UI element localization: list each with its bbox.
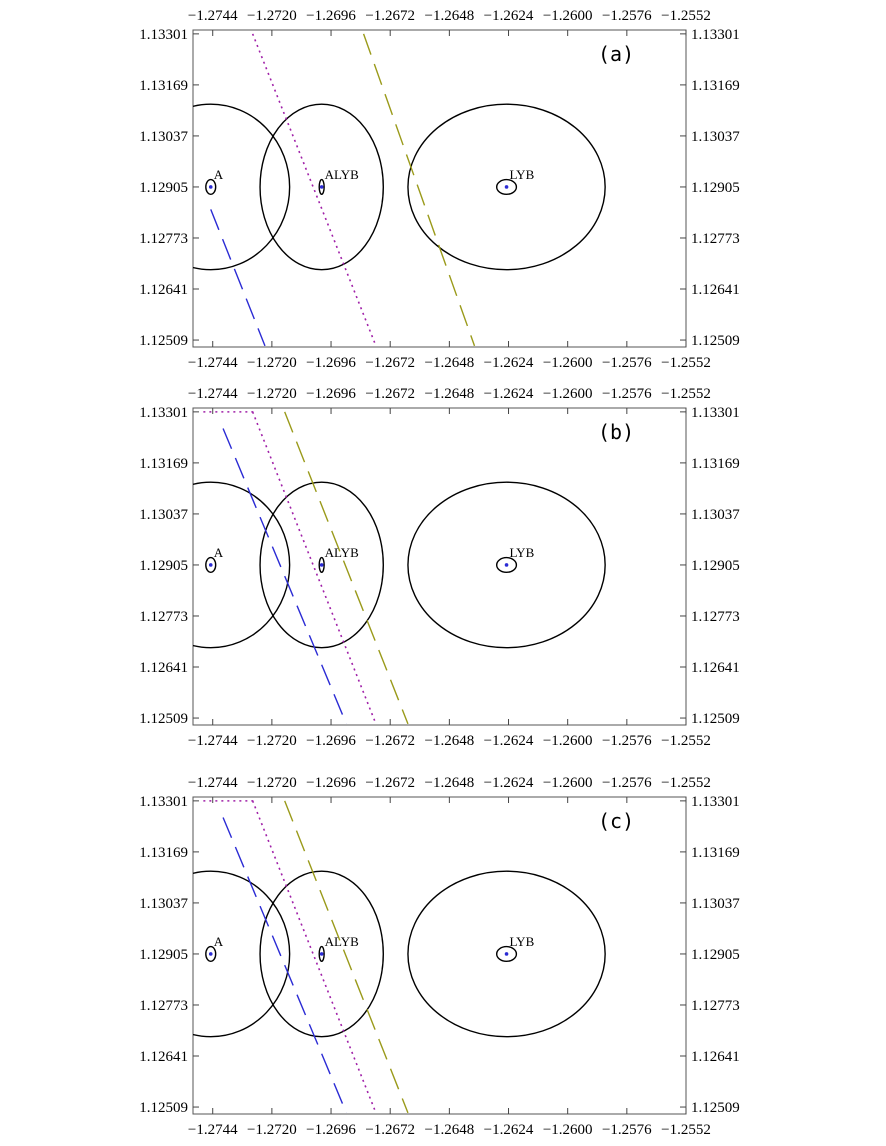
x-tick-label-bottom: −1.2672 [365, 355, 416, 371]
x-tick-label-top: −1.2744 [187, 775, 238, 791]
series-line-dotted-magenta [253, 412, 376, 724]
x-tick-label-bottom: −1.2744 [187, 733, 238, 749]
y-tick-label-right: 1.12641 [691, 660, 740, 677]
y-tick-label-right: 1.13037 [691, 506, 740, 523]
x-tick-label-bottom: −1.2720 [247, 1122, 297, 1138]
y-tick-label-right: 1.12773 [691, 608, 740, 625]
x-tick-label-top: −1.2624 [483, 386, 534, 402]
y-tick-label-right: 1.13169 [691, 844, 740, 861]
panel-label: (a) [598, 42, 635, 66]
series-line-dashed-blue [223, 428, 346, 723]
y-tick-label-left: 1.13169 [139, 844, 188, 861]
x-tick-label-top: −1.2648 [424, 8, 475, 24]
y-tick-label-left: 1.13301 [139, 793, 188, 810]
series-line-dotted-magenta [253, 34, 376, 346]
point-marker [209, 563, 213, 567]
point-label: ALYB [324, 933, 359, 949]
y-tick-label-right: 1.13301 [691, 793, 740, 810]
y-tick-label-right: 1.13301 [691, 26, 740, 43]
plot-frame [193, 408, 686, 725]
plot-frame [193, 797, 686, 1114]
y-tick-label-right: 1.12905 [691, 557, 740, 574]
x-tick-label-bottom: −1.2720 [247, 733, 297, 749]
x-tick-label-bottom: −1.2600 [542, 355, 593, 371]
x-tick-label-top: −1.2672 [365, 8, 416, 24]
point-label: A [213, 933, 224, 949]
y-tick-label-left: 1.12905 [139, 557, 188, 574]
x-tick-label-bottom: −1.2576 [601, 733, 652, 749]
y-tick-label-left: 1.13037 [139, 128, 188, 145]
x-tick-label-bottom: −1.2600 [542, 733, 593, 749]
x-tick-label-top: −1.2696 [306, 775, 356, 791]
y-tick-label-right: 1.13301 [691, 404, 740, 421]
plot-area [132, 34, 605, 346]
plot-area [132, 412, 605, 724]
x-tick-label-top: −1.2672 [365, 775, 416, 791]
y-tick-label-left: 1.12641 [139, 1049, 188, 1066]
x-tick-label-top: −1.2552 [661, 775, 711, 791]
point-marker [320, 185, 324, 189]
point-marker [209, 952, 213, 956]
x-tick-label-top: −1.2696 [306, 386, 356, 402]
series-line-dashed-olive [364, 34, 475, 346]
point-label: LYB [509, 933, 535, 949]
y-tick-label-left: 1.12641 [139, 282, 188, 299]
x-tick-label-bottom: −1.2672 [365, 1122, 416, 1138]
y-tick-label-left: 1.13169 [139, 77, 188, 94]
x-tick-label-bottom: −1.2624 [483, 733, 534, 749]
point-marker [320, 563, 324, 567]
x-tick-label-top: −1.2720 [247, 386, 297, 402]
y-tick-label-right: 1.12773 [691, 230, 740, 247]
y-tick-label-left: 1.12773 [139, 230, 188, 247]
x-tick-label-top: −1.2744 [187, 8, 238, 24]
x-tick-label-top: −1.2672 [365, 386, 416, 402]
series-line-dotted-magenta [253, 801, 376, 1113]
y-tick-label-left: 1.12905 [139, 946, 188, 963]
panel-2 [132, 386, 740, 749]
x-tick-label-top: −1.2624 [483, 775, 534, 791]
point-label: A [213, 544, 224, 560]
y-tick-label-left: 1.12509 [139, 1100, 188, 1117]
point-label: ALYB [324, 544, 359, 560]
y-tick-label-right: 1.12773 [691, 997, 740, 1014]
series-line-dashed-olive [285, 801, 408, 1113]
x-tick-label-bottom: −1.2576 [601, 355, 652, 371]
y-tick-label-right: 1.12905 [691, 946, 740, 963]
x-tick-label-top: −1.2576 [601, 775, 652, 791]
plot-area [132, 801, 605, 1113]
x-tick-label-top: −1.2552 [661, 386, 711, 402]
x-tick-label-bottom: −1.2576 [601, 1122, 652, 1138]
y-tick-label-right: 1.12509 [691, 1100, 740, 1117]
x-tick-label-top: −1.2576 [601, 386, 652, 402]
x-tick-label-bottom: −1.2720 [247, 355, 297, 371]
x-tick-label-top: −1.2696 [306, 8, 356, 24]
y-tick-label-left: 1.13301 [139, 26, 188, 43]
y-tick-label-right: 1.13169 [691, 77, 740, 94]
y-tick-label-left: 1.12509 [139, 711, 188, 728]
y-tick-label-left: 1.13169 [139, 455, 188, 472]
y-tick-label-left: 1.13301 [139, 404, 188, 421]
panel-label: (c) [598, 809, 635, 833]
x-tick-label-bottom: −1.2552 [661, 1122, 711, 1138]
x-tick-label-top: −1.2576 [601, 8, 652, 24]
plot-frame [193, 30, 686, 347]
x-tick-label-bottom: −1.2552 [661, 733, 711, 749]
y-tick-label-right: 1.12641 [691, 1049, 740, 1066]
point-label: A [213, 166, 224, 182]
x-tick-label-top: −1.2648 [424, 775, 475, 791]
x-tick-label-bottom: −1.2696 [306, 355, 356, 371]
panel-label: (b) [598, 420, 635, 444]
panel-1 [132, 8, 740, 371]
x-tick-label-top: −1.2600 [542, 386, 593, 402]
series-line-dashed-blue [223, 817, 346, 1112]
x-tick-label-top: −1.2648 [424, 386, 475, 402]
y-tick-label-right: 1.12905 [691, 179, 740, 196]
x-tick-label-top: −1.2744 [187, 386, 238, 402]
y-tick-label-left: 1.12773 [139, 997, 188, 1014]
y-tick-label-left: 1.12905 [139, 179, 188, 196]
x-tick-label-top: −1.2720 [247, 775, 297, 791]
y-tick-label-left: 1.12773 [139, 608, 188, 625]
y-tick-label-right: 1.13037 [691, 895, 740, 912]
y-tick-label-left: 1.13037 [139, 506, 188, 523]
point-marker [505, 185, 509, 189]
y-tick-label-right: 1.13037 [691, 128, 740, 145]
y-tick-label-right: 1.12509 [691, 711, 740, 728]
x-tick-label-top: −1.2600 [542, 775, 593, 791]
x-tick-label-bottom: −1.2696 [306, 733, 356, 749]
x-tick-label-bottom: −1.2744 [187, 355, 238, 371]
x-tick-label-top: −1.2600 [542, 8, 593, 24]
x-tick-label-top: −1.2624 [483, 8, 534, 24]
y-tick-label-left: 1.12509 [139, 333, 188, 350]
x-tick-label-bottom: −1.2648 [424, 1122, 475, 1138]
x-tick-label-bottom: −1.2672 [365, 733, 416, 749]
x-tick-label-bottom: −1.2624 [483, 355, 534, 371]
x-tick-label-bottom: −1.2600 [542, 1122, 593, 1138]
point-marker [505, 952, 509, 956]
y-tick-label-right: 1.13169 [691, 455, 740, 472]
x-tick-label-top: −1.2552 [661, 8, 711, 24]
x-tick-label-bottom: −1.2744 [187, 1122, 238, 1138]
series-line-dashed-blue [211, 209, 265, 345]
x-tick-label-top: −1.2720 [247, 8, 297, 24]
y-tick-label-right: 1.12641 [691, 282, 740, 299]
x-tick-label-bottom: −1.2648 [424, 733, 475, 749]
x-tick-label-bottom: −1.2624 [483, 1122, 534, 1138]
y-tick-label-right: 1.12509 [691, 333, 740, 350]
series-line-dashed-olive [285, 412, 408, 724]
x-tick-label-bottom: −1.2552 [661, 355, 711, 371]
y-tick-label-left: 1.13037 [139, 895, 188, 912]
point-label: LYB [509, 544, 535, 560]
panel-3 [132, 775, 740, 1138]
point-marker [505, 563, 509, 567]
point-marker [209, 185, 213, 189]
point-label: ALYB [324, 166, 359, 182]
x-tick-label-bottom: −1.2648 [424, 355, 475, 371]
point-marker [320, 952, 324, 956]
point-label: LYB [509, 166, 535, 182]
x-tick-label-bottom: −1.2696 [306, 1122, 356, 1138]
y-tick-label-left: 1.12641 [139, 660, 188, 677]
